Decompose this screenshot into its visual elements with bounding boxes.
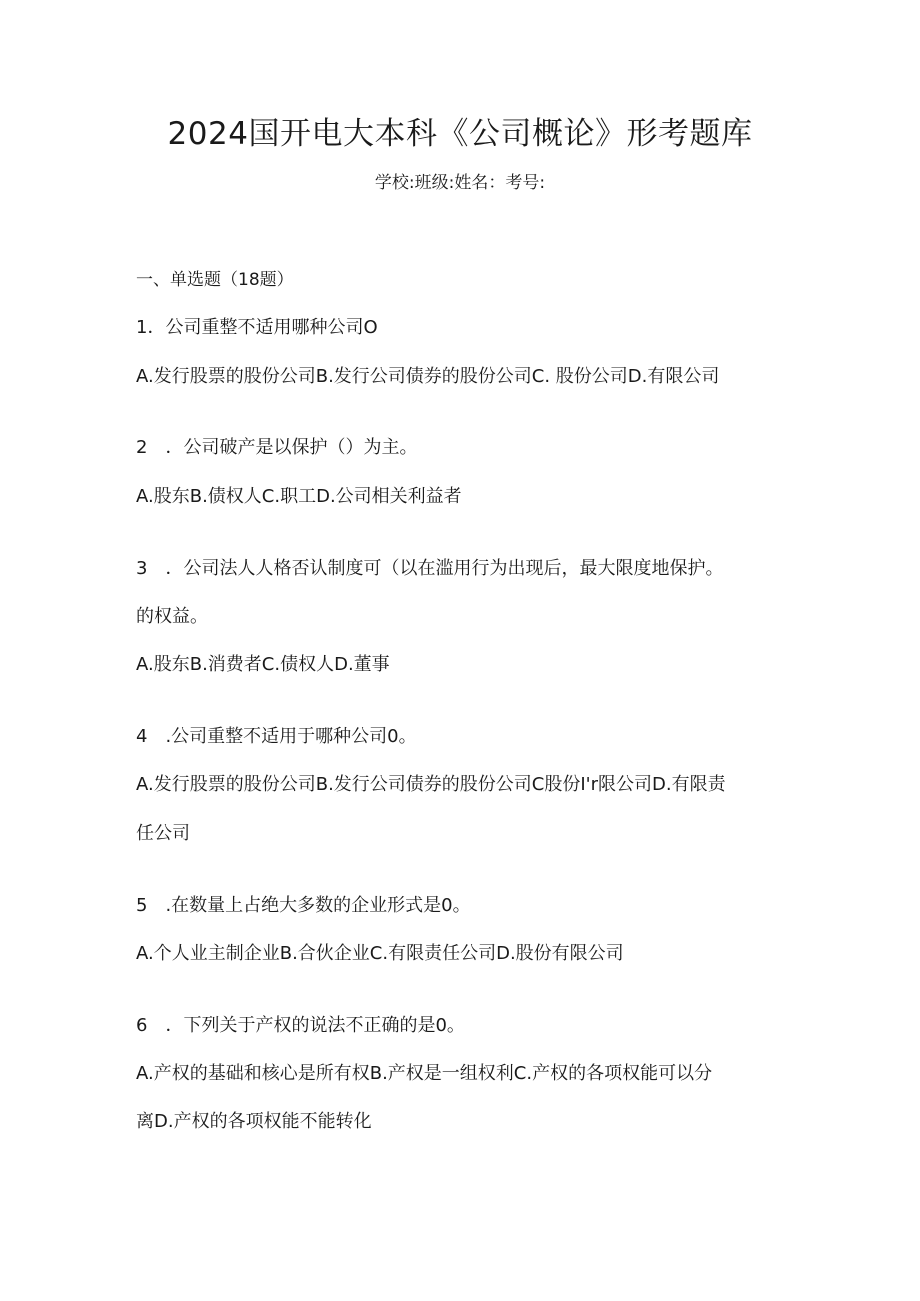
document-title: 2024国开电大本科《公司概论》形考题库 bbox=[167, 116, 753, 152]
question-4-options-line-1: A.发行股票的股份公司B.发行公司债券的股份公司C股份I'r限公司D.有限责 bbox=[136, 774, 726, 795]
question-3-options: A.股东B.消费者C.债权人D.董事 bbox=[136, 654, 390, 675]
section-heading: 一、单选题（18题） bbox=[136, 270, 294, 290]
question-4-options-line-2: 任公司 bbox=[136, 823, 190, 844]
question-5-options: A.个人业主制企业B.合伙企业C.有限责任公司D.股份有限公司 bbox=[136, 943, 624, 964]
question-1-stem: 1．公司重整不适用哪种公司O bbox=[136, 317, 378, 338]
question-2-stem: 2 ．公司破产是以保护（）为主。 bbox=[136, 437, 418, 458]
question-4-stem: 4 .公司重整不适用于哪种公司0。 bbox=[136, 726, 417, 747]
student-info-line: 学校:班级:姓名：考号: bbox=[374, 173, 546, 193]
question-6-options-line-2: 离D.产权的各项权能不能转化 bbox=[136, 1111, 372, 1132]
question-2-options: A.股东B.债权人C.职工D.公司相关利益者 bbox=[136, 486, 462, 507]
question-6-stem: 6 ．下列关于产权的说法不正确的是0。 bbox=[136, 1015, 465, 1036]
question-3-stem-line-1: 3 ．公司法人人格否认制度可（以在滥用行为出现后，最大限度地保护。 bbox=[136, 558, 724, 579]
question-1-options: A.发行股票的股份公司B.发行公司债券的股份公司C. 股份公司D.有限公司 bbox=[136, 366, 720, 387]
question-3-stem-line-2: 的权益。 bbox=[136, 606, 208, 627]
question-5-stem: 5 .在数量上占绝大多数的企业形式是0。 bbox=[136, 895, 471, 916]
question-6-options-line-1: A.产权的基础和核心是所有权B.产权是一组权利C.产权的各项权能可以分 bbox=[136, 1063, 713, 1084]
